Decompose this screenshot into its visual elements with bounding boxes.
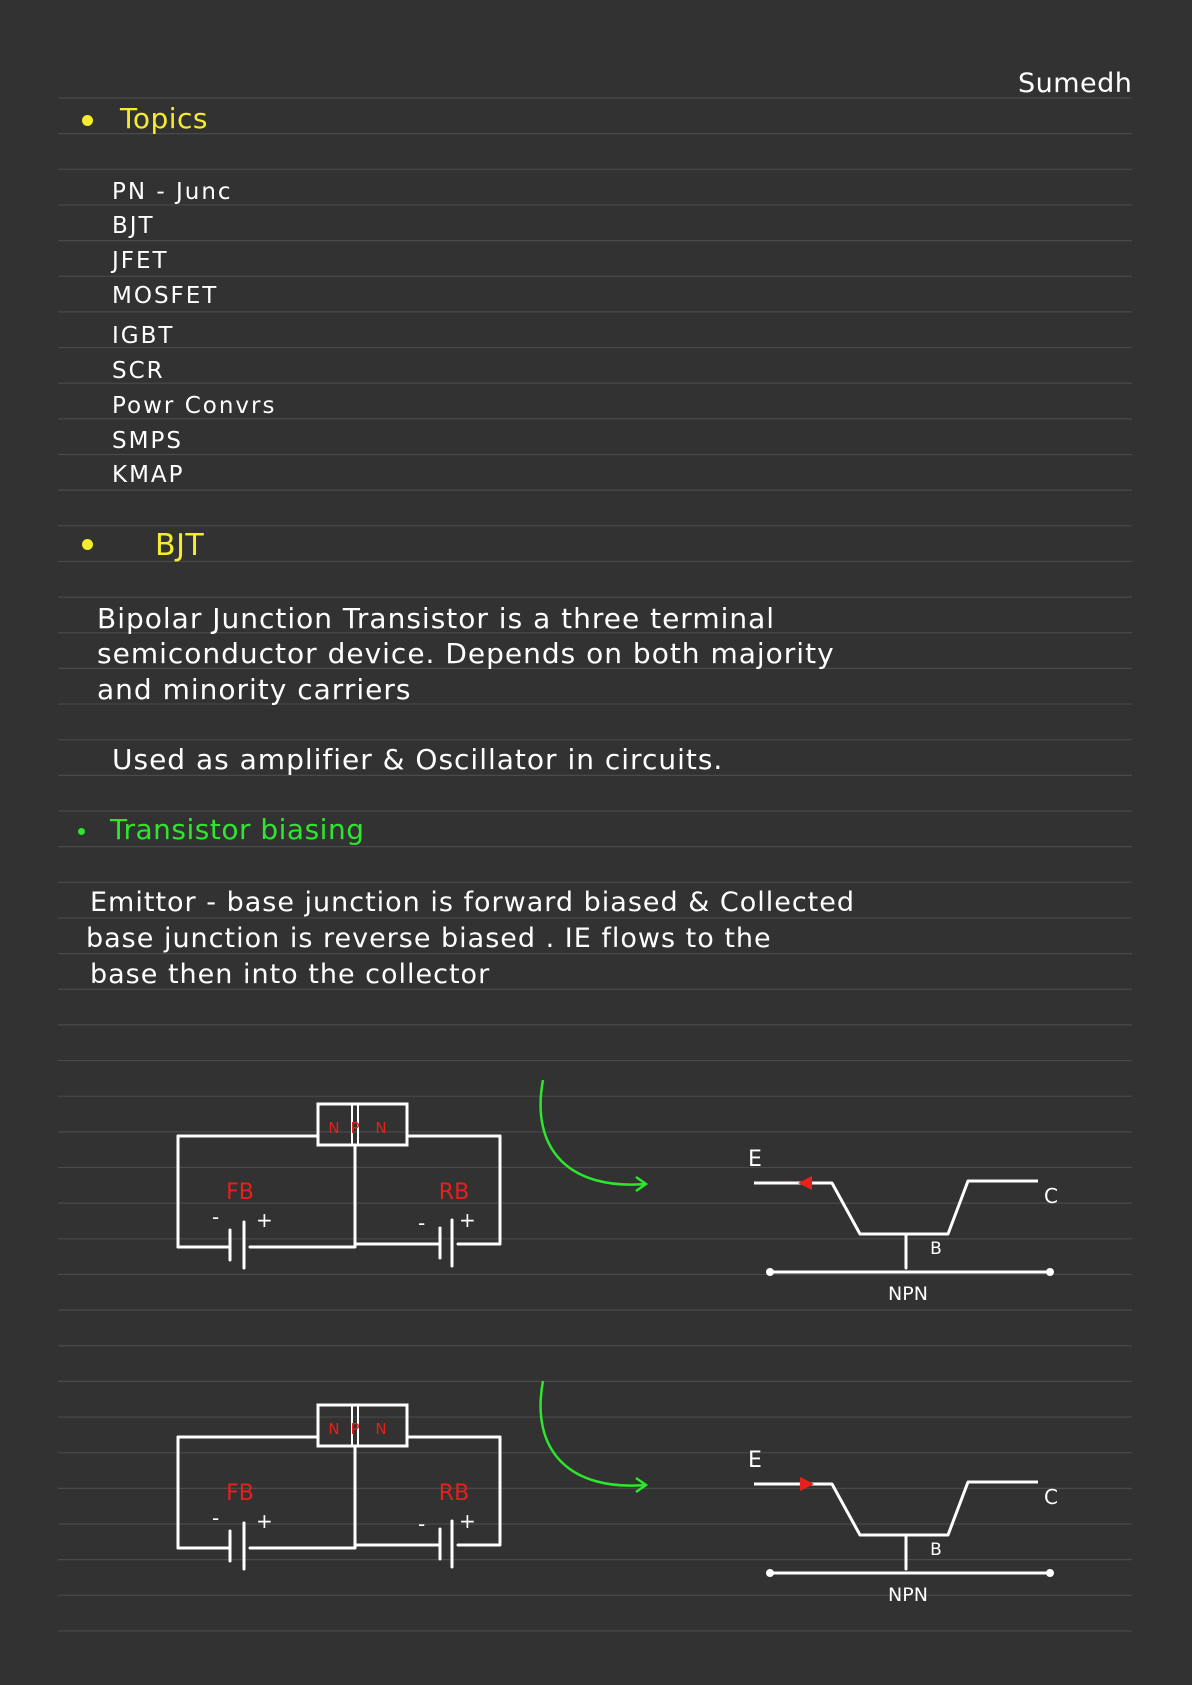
topic-item-9: KMAP [112, 462, 185, 488]
bjt-definition-line-2: semiconductor device. Depends on both majority [97, 637, 835, 670]
fb-label: FB [226, 1481, 254, 1506]
topic-item-7: Powr Convrs [112, 393, 277, 419]
rb-minus-sign: - [418, 1211, 426, 1235]
energy-band-line [754, 1482, 1038, 1535]
current-arrow [798, 1176, 812, 1190]
emitter-label: E [748, 1448, 762, 1473]
transistor-label-n1: N [328, 1420, 340, 1438]
transistor-label-n1: N [328, 1119, 340, 1137]
fb-plus-sign: + [256, 1208, 273, 1232]
bjt-heading: BJT [155, 528, 205, 563]
collector-label: C [1044, 1485, 1058, 1509]
rb-label: RB [438, 1481, 470, 1506]
emitter-label: E [748, 1147, 762, 1172]
author-name: Sumedh [1018, 68, 1133, 99]
topic-item-2: BJT [112, 213, 155, 239]
rail-end-right [1046, 1569, 1054, 1577]
base-label: B [930, 1540, 942, 1560]
topic-item-1: PN - Junc [112, 179, 233, 205]
topic-item-5: IGBT [112, 323, 175, 349]
biasing-line-1: Emittor - base junction is forward biased & Collected [90, 887, 856, 918]
npn-label: NPN [888, 1584, 928, 1606]
transistor-label-n2: N [375, 1119, 387, 1137]
fb-minus-sign: - [212, 1205, 220, 1229]
base-label: B [930, 1239, 942, 1259]
collector-label: C [1044, 1184, 1058, 1208]
circuit-diagram-1 [178, 1080, 1058, 1305]
transistor-label-p: P [350, 1420, 360, 1438]
rail-end-right [1046, 1268, 1054, 1276]
rb-plus-sign: + [459, 1208, 476, 1232]
bjt-usage: Used as amplifier & Oscillator in circuits. [112, 743, 724, 776]
bjt-definition-line-3: and minority carriers [97, 673, 412, 706]
biasing-line-2: base junction is reverse biased . IE flows to the [86, 923, 772, 954]
circuit-diagram-2 [178, 1381, 1058, 1606]
topic-item-4: MOSFET [112, 283, 219, 309]
energy-band-line [754, 1181, 1038, 1234]
rail-end-left [766, 1569, 774, 1577]
green-curved-arrow [541, 1080, 645, 1185]
biasing-line-3: base then into the collector [90, 959, 491, 990]
transistor-label-p: P [350, 1119, 360, 1137]
npn-label: NPN [888, 1283, 928, 1305]
topic-item-3: JFET [112, 248, 169, 274]
bjt-definition-line-1: Bipolar Junction Transistor is a three terminal [97, 602, 776, 635]
topic-item-6: SCR [112, 358, 165, 384]
green-curved-arrow [541, 1381, 645, 1486]
fb-minus-sign: - [212, 1506, 220, 1530]
fb-label: FB [226, 1180, 254, 1205]
topic-item-8: SMPS [112, 428, 183, 454]
biasing-heading: Transistor biasing [110, 813, 365, 846]
rb-label: RB [438, 1180, 470, 1205]
fb-plus-sign: + [256, 1509, 273, 1533]
rb-minus-sign: - [418, 1512, 426, 1536]
transistor-label-n2: N [375, 1420, 387, 1438]
current-arrow [800, 1477, 814, 1491]
rb-plus-sign: + [459, 1509, 476, 1533]
rail-end-left [766, 1268, 774, 1276]
topics-heading: Topics [120, 102, 209, 135]
